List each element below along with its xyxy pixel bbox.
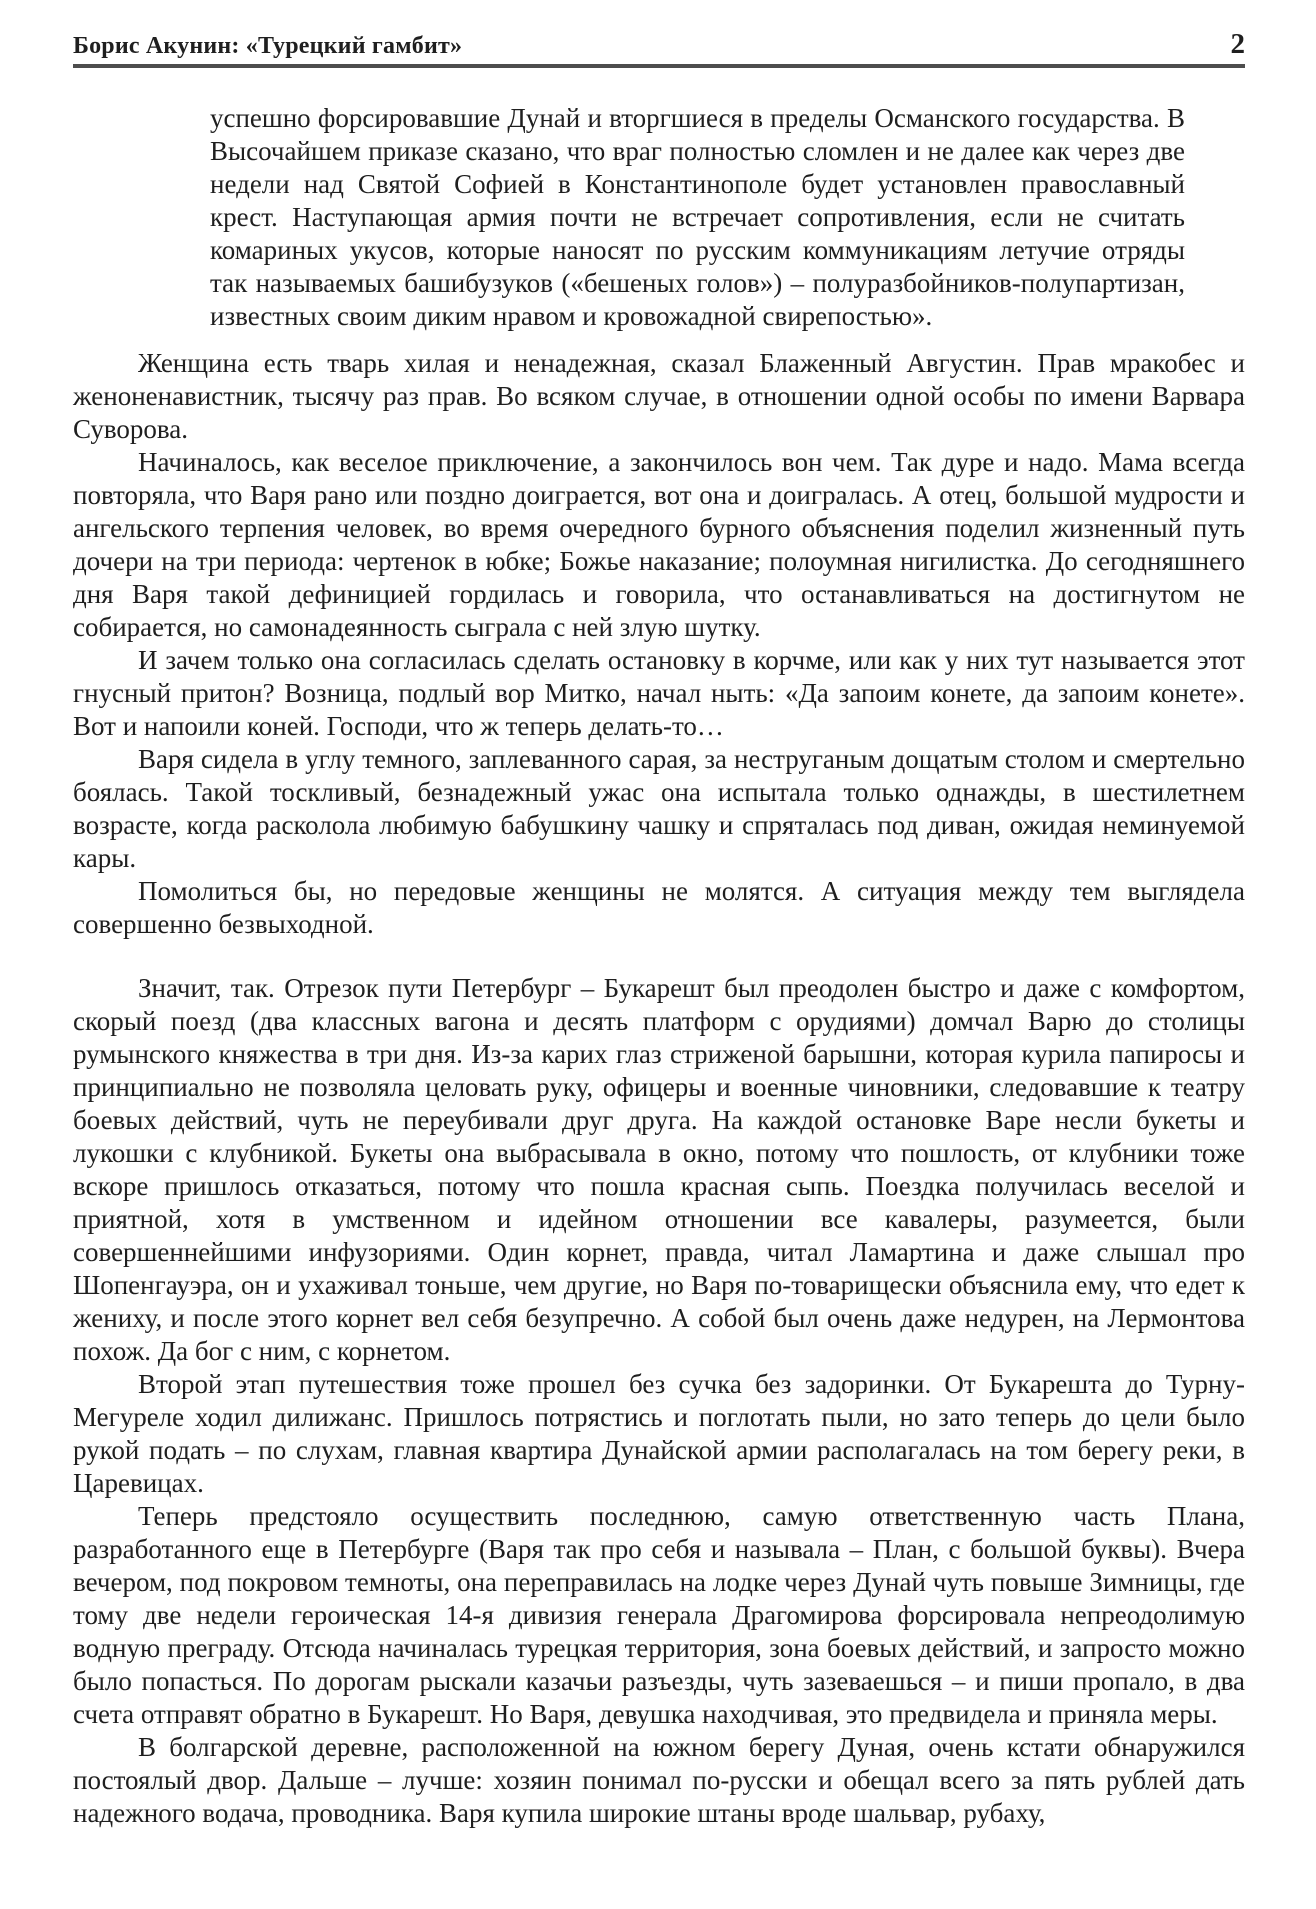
paragraph: Начиналось, как веселое приключение, а закончилось вон чем. Так дуре и надо. Мама всегда повторяла, что Варя рано или поздно доиграется, вот она и доигралась. А отец, большой мудрости и ангельского терпения человек, во время очередного бурного объяснения поделил жизненный путь дочери на три периода: чертенок в юбке; Божье наказание; полоумная нигилистка. До сегодняшнего дня Варя такой дефиницией гордилась и говорила, что останавливаться на достигнутом не собирается, но самонадеянность сыграла с ней злую шутку. xyxy=(73,447,1245,643)
page-body xyxy=(73,102,1245,1830)
paragraph: В болгарской деревне, расположенной на южном берегу Дуная, очень кстати обнаружился постоялый двор. Дальше – лучше: хозяин понимал по-русски и обещал всего за пять рублей дать надежного водача, проводника. Варя купила широкие штаны вроде шальвар, рубаху, xyxy=(73,1732,1245,1829)
paragraph: Женщина есть тварь хилая и ненадежная, сказал Блаженный Августин. Прав мракобес и женоненавистник, тысячу раз прав. Во всяком случае, в отношении одной особы по имени Варвара Суворова. xyxy=(73,348,1245,445)
epigraph-quote: успешно форсировавшие Дунай и вторгшиеся в пределы Османского государства. В Высочайшем приказе сказано, что враг полностью сломлен и не далее как через две недели над Святой Софией в Константинополе будет установлен православный крест. Наступающая армия почти не встречает сопротивления, если не считать комариных укусов, которые наносят по русским коммуникациям летучие отряды так называемых башибузуков («бешеных голов») – полуразбойников-полупартизан, известных своим диким нравом и кровожадной свирепостью». xyxy=(210,103,1185,332)
page-number: 2 xyxy=(1230,28,1245,60)
paragraph: Варя сидела в углу темного, заплеванного сарая, за неструганым дощатым столом и смертельно боялась. Такой тоскливый, безнадежный ужас она испытала только однажды, в шестилетнем возрасте, когда расколола любимую бабушкину чашку и спряталась под диван, ожидая неминуемой кары. xyxy=(73,744,1245,874)
document-title: Борис Акунин: «Турецкий гамбит» xyxy=(73,33,463,59)
paragraph: И зачем только она согласилась сделать остановку в корчме, или как у них тут называется этот гнусный притон? Возница, подлый вор Митко, начал ныть: «Да запоим конете, да запоим конете». Вот и напоили коней. Господи, что ж теперь делать-то… xyxy=(73,645,1245,742)
paragraph: Второй этап путешествия тоже прошел без сучка без задоринки. От Букарешта до Турну-Мегуреле ходил дилижанс. Пришлось потрястись и поглотать пыли, но зато теперь до цели было рукой подать – по слухам, главная квартира Дунайской армии располагалась на том берегу реки, в Царевицах. xyxy=(73,1369,1245,1499)
page-header xyxy=(73,30,1245,68)
paragraph: Помолиться бы, но передовые женщины не молятся. А ситуация между тем выглядела совершенно безвыходной. xyxy=(73,876,1245,940)
paragraph: Значит, так. Отрезок пути Петербург – Букарешт был преодолен быстро и даже с комфортом, скорый поезд (два классных вагона и десять платформ с орудиями) домчал Варю до столицы румынского княжества в три дня. Из-за карих глаз стриженой барышни, которая курила папиросы и принципиально не позволяла целовать руку, офицеры и военные чиновники, следовавшие к театру боевых действий, чуть не переубивали друг друга. На каждой остановке Варе несли букеты и лукошки с клубникой. Букеты она выбрасывала в окно, потому что пошлость, от клубники тоже вскоре пришлось отказаться, потому что пошла красная сыпь. Поездка получилась веселой и приятной, хотя в умственном и идейном отношении все кавалеры, разумеется, были совершеннейшими инфузориями. Один корнет, правда, читал Ламартина и даже слышал про Шопенгауэра, он и ухаживал тоньше, чем другие, но Варя по-товарищески объяснила ему, что едет к жениху, и после этого корнет вел себя безупречно. А собой был очень даже недурен, на Лермонтова похож. Да бог с ним, с корнетом. xyxy=(73,973,1245,1367)
paragraph: Теперь предстояло осуществить последнюю, самую ответственную часть Плана, разработанного еще в Петербурге (Варя так про себя и называла – План, с большой буквы). Вчера вечером, под покровом темноты, она переправилась на лодке через Дунай чуть повыше Зимницы, где тому две недели героическая 14-я дивизия генерала Драгомирова форсировала непреодолимую водную преграду. Отсюда начиналась турецкая территория, зона боевых действий, и запросто можно было попасться. По дорогам рыскали казачьи разъезды, чуть зазеваешься – и пиши пропало, в два счета отправят обратно в Букарешт. Но Варя, девушка находчивая, это предвидела и приняла меры. xyxy=(73,1501,1245,1730)
